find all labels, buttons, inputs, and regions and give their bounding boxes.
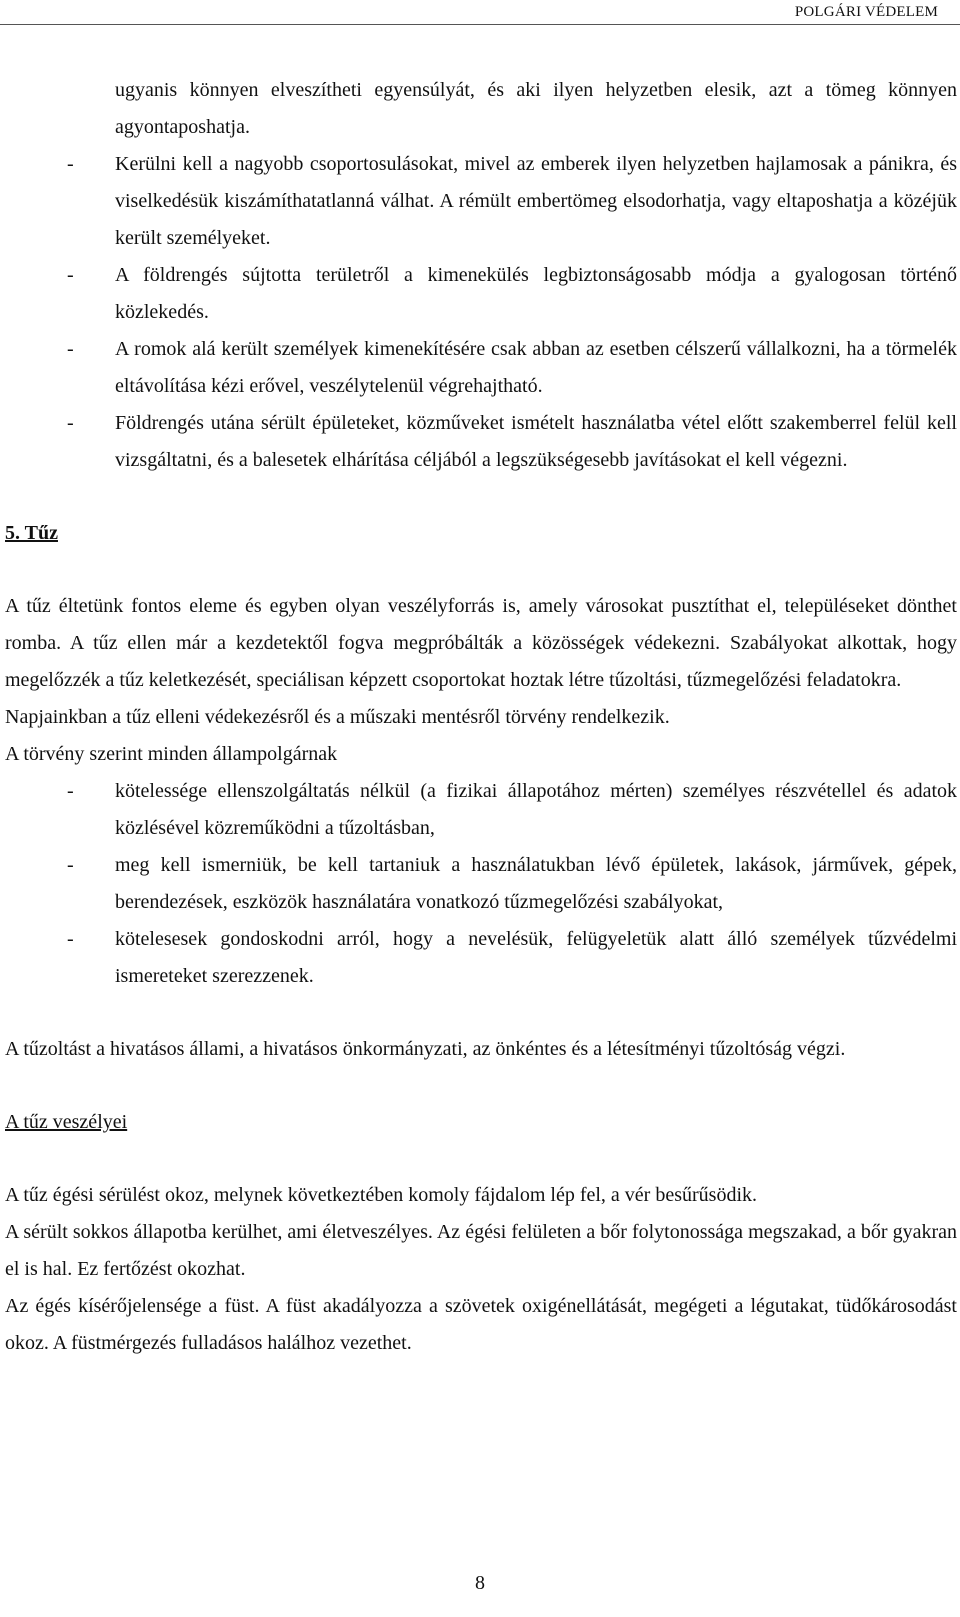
list-item-text: A romok alá került személyek kimenekítésére csak abban az esetben célszerű vállalkozni, ha a törmelék eltávolítása kézi erővel, veszélytelenül végrehajtható. xyxy=(115,338,957,397)
list-item xyxy=(5,773,957,847)
subheading-fire-dangers: A tűz veszélyei xyxy=(5,1111,128,1133)
list-item xyxy=(5,847,957,921)
fire-law-paragraph: Napjainkban a tűz elleni védekezésről és a műszaki mentésről törvény rendelkezik. xyxy=(5,706,670,728)
fire-intro-paragraph: A tűz éltetünk fontos eleme és egyben olyan veszélyforrás is, amely városokat pusztíthat el, településeket dönthet romba. A tűz ellen már a kezdetektől fogva megpróbálták a közösségek védekezni. Szabályokat alkottak, hogy megelőzzék a tűz keletkezését, speciálisan képzett csoportokat hoztak létre tűzoltási, tűzmegelőzési feladatokra. xyxy=(5,595,957,691)
firefighting-paragraph: A tűzoltást a hivatásos állami, a hivatásos önkormányzati, az önkéntes és a létesítményi tűzoltóság végzi. xyxy=(5,1038,846,1060)
bullet-dash: - xyxy=(67,780,74,802)
bullet-dash: - xyxy=(67,412,74,434)
spacer xyxy=(5,1068,957,1104)
dangers-paragraph-2: A sérült sokkos állapotba kerülhet, ami életveszélyes. Az égési felületen a bőr folytonossága megszakad, a bőr gyakran el is hal. Ez fertőzést okozhat. xyxy=(5,1221,957,1280)
list-item xyxy=(5,405,957,479)
spacer xyxy=(5,552,957,588)
spacer xyxy=(5,1141,957,1177)
header-title: POLGÁRI VÉDELEM xyxy=(794,4,938,20)
list-item xyxy=(5,257,957,331)
page-number: 8 xyxy=(475,1572,485,1594)
list-item-text: A földrengés sújtotta területről a kimenekülés legbiztonságosabb módja a gyalogosan történő közlekedés. xyxy=(115,264,957,323)
citizen-duties-list xyxy=(5,773,957,995)
section-heading-fire: 5. Tűz xyxy=(5,522,58,544)
page-header xyxy=(0,2,960,25)
list-item-text: kötelesesek gondoskodni arról, hogy a nevelésük, felügyeletük alatt álló személyek tűzvédelmi ismereteket szerezzenek. xyxy=(115,928,957,987)
bullet-dash: - xyxy=(67,854,74,876)
list-item xyxy=(5,331,957,405)
list-item-text: meg kell ismerniük, be kell tartaniuk a használatukban lévő épületek, lakások, járművek, gépek, berendezések, eszközök használatára vonatkozó tűzmegelőzési szabályokat, xyxy=(115,854,957,913)
spacer xyxy=(5,995,957,1031)
dangers-paragraph-3: Az égés kísérőjelensége a füst. A füst akadályozza a szövetek oxigénellátását, megégeti a légutakat, tüdőkárosodást okoz. A füstmérgezés fulladásos halálhoz vezethet. xyxy=(5,1295,957,1354)
bullet-dash: - xyxy=(67,153,74,175)
intro-continuation: ugyanis könnyen elveszítheti egyensúlyát, és aki ilyen helyzetben elesik, azt a tömeg könnyen agyontaposhatja. xyxy=(115,79,957,138)
list-item-text: Földrengés utána sérült épületeket, közműveket ismételt használatba vétel előtt szakemberrel felül kell vizsgáltatni, és a balesetek elhárítása céljából a legszükségesebb javításokat el kell végezni. xyxy=(115,412,957,471)
bullet-dash: - xyxy=(67,928,74,950)
list-item xyxy=(5,146,957,257)
list-item-text: Kerülni kell a nagyobb csoportosulásokat, mivel az emberek ilyen helyzetben hajlamosak a pánikra, és viselkedésük kiszámíthatatlanná válhat. A rémült embertömeg elsodorhatja, vagy eltaposhatja a közéjük került személyeket. xyxy=(115,153,957,249)
earthquake-bullet-list xyxy=(5,146,957,479)
list-item-text: kötelessége ellenszolgáltatás nélkül (a fizikai állapotához mérten) személyes részvétellel és adatok közlésével közreműködni a tűzoltásban, xyxy=(115,780,957,839)
list-item xyxy=(5,921,957,995)
bullet-dash: - xyxy=(67,264,74,286)
document-body xyxy=(5,72,957,1362)
bullet-dash: - xyxy=(67,338,74,360)
fire-citizen-paragraph: A törvény szerint minden állampolgárnak xyxy=(5,743,338,765)
dangers-paragraph-1: A tűz égési sérülést okoz, melynek következtében komoly fájdalom lép fel, a vér besűrűsödik. xyxy=(5,1184,758,1206)
